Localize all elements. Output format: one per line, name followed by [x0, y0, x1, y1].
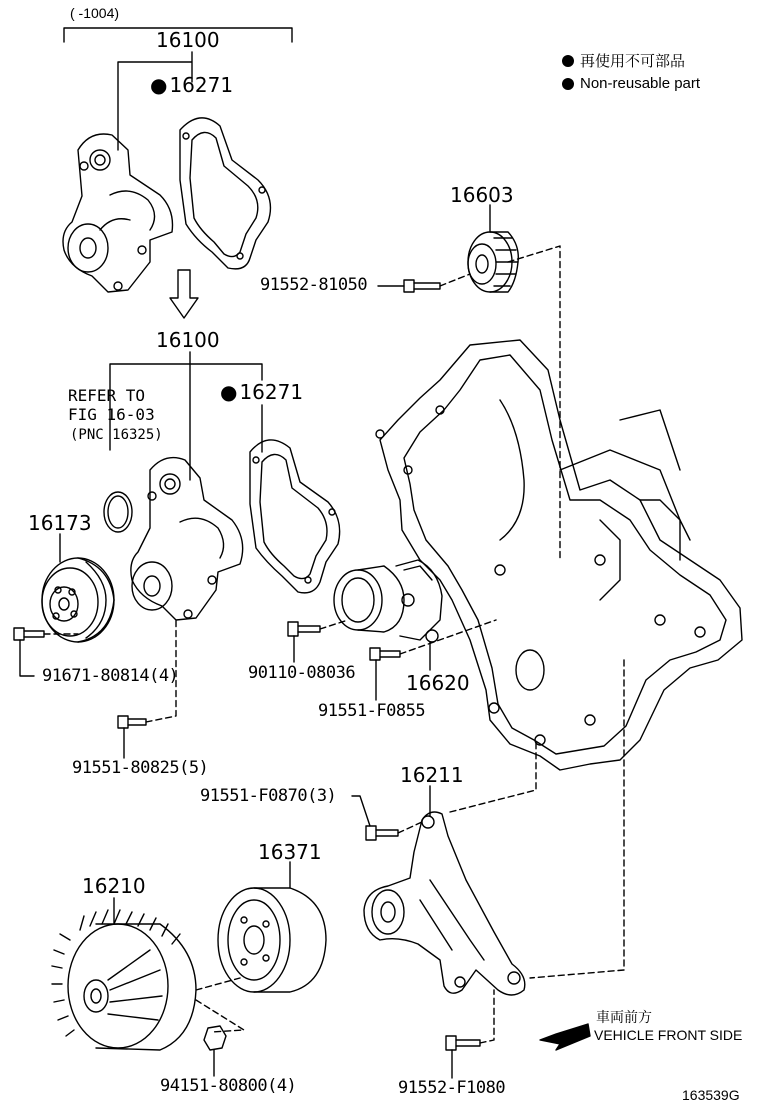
part-16210: 16210: [82, 874, 146, 898]
range-note: ( -1004): [70, 5, 120, 21]
part-91551-F0855: 91551-F0855: [318, 701, 426, 721]
legend-en-row: [562, 75, 700, 92]
part-16100-mid: 16100: [156, 328, 220, 352]
refer-line-1: REFER TO: [68, 386, 146, 405]
legend: [562, 50, 700, 92]
leader-16100-top: [118, 52, 192, 150]
leader-91671-80814: [20, 640, 34, 676]
legend-jp-row: [562, 50, 700, 71]
part-16211: 16211: [400, 763, 464, 787]
idler-pulley-16603: [468, 232, 518, 292]
refer-line-2: FIG 16-03: [68, 405, 155, 424]
vehicle-front-arrow-icon: [540, 1024, 590, 1050]
figure-id: 163539G: [682, 1087, 740, 1103]
part-16371: 16371: [258, 840, 322, 864]
part-91552-81050: 91552-81050: [260, 275, 368, 295]
bolt-91551-F0855: [370, 648, 400, 660]
gasket-16271-mid: [250, 440, 340, 593]
timing-cover: [376, 340, 742, 770]
dash-91552-F1080: [480, 990, 494, 1043]
part-91671-80814: 91671-80814(4): [42, 666, 179, 686]
fan-pulley-16371: [218, 888, 326, 992]
bolt-91552-F1080: [446, 1036, 480, 1050]
part-16100-top: 16100: [156, 28, 220, 52]
bolt-90110-08036: [288, 622, 320, 636]
dash-91551-F0855: [400, 620, 496, 654]
part-16271-top: ● 16271: [150, 75, 233, 95]
pulley-16173: [42, 558, 114, 642]
bullet-icon: [562, 78, 574, 90]
part-16620: 16620: [406, 671, 470, 695]
bolt-91671-80814: [14, 628, 44, 640]
part-91551-F0870: 91551-F0870(3): [200, 786, 337, 806]
water-pump-mid: [131, 458, 243, 620]
down-arrow: [170, 270, 198, 318]
nut-94151-80800: [204, 1026, 226, 1050]
water-pump-top: [63, 134, 173, 292]
bolt-91551-80825: [118, 716, 146, 728]
part-16603: 16603: [450, 183, 514, 207]
legend-en: Non-reusable part: [580, 75, 701, 92]
leader-91551-F0870: [352, 796, 370, 826]
part-16173: 16173: [28, 511, 92, 535]
gasket-16271-top: [180, 118, 270, 269]
part-16271-mid: ● 16271: [220, 382, 303, 402]
part-91551-80825: 91551-80825(5): [72, 758, 209, 778]
part-91552-F1080: 91552-F1080: [398, 1078, 506, 1098]
refer-line-3: (PNC 16325): [70, 427, 163, 443]
front-label-en: VEHICLE FRONT SIDE: [594, 1027, 743, 1043]
bullet-icon: [562, 55, 574, 67]
part-94151-80800: 94151-80800(4): [160, 1076, 297, 1096]
bolt-91551-F0870: [366, 826, 398, 840]
front-label-jp: 車両前方: [596, 1009, 652, 1025]
fan-clutch-16210: [52, 910, 196, 1050]
part-90110-08036: 90110-08036: [248, 663, 356, 683]
tensioner-16620: [334, 560, 442, 642]
dash-right-long: [530, 660, 624, 978]
dash-91552-81050: [440, 246, 560, 560]
bolt-91552-81050: [404, 280, 440, 292]
fan-bracket-16211: [364, 812, 525, 995]
legend-jp: 再使用不可部品: [580, 53, 686, 70]
